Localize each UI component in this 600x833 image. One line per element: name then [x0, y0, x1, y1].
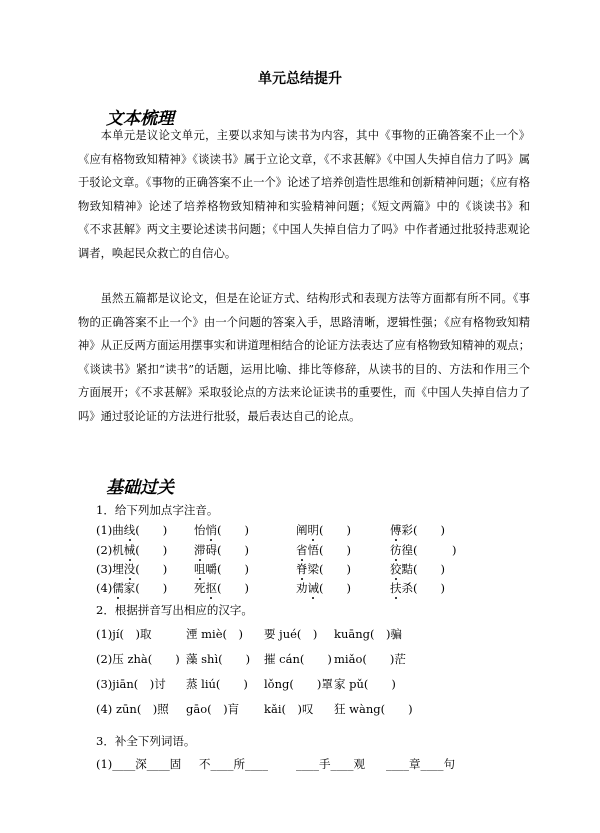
idiom-blank-4[interactable]: ____章____句	[386, 757, 455, 771]
dotted-character: 扶	[390, 581, 402, 595]
hanzi-item[interactable]: 要 jué( )	[264, 627, 318, 641]
pinyin-item-suffix: 嚼( )	[205, 562, 249, 576]
pinyin-item-suffix: ( )	[217, 523, 249, 537]
hanzi-item[interactable]: 藻 shì( )	[186, 652, 251, 666]
pinyin-item-suffix: ( )	[217, 581, 249, 595]
dotted-character: 彷	[390, 543, 402, 557]
pinyin-item-prefix: 怡	[194, 523, 206, 537]
pinyin-item-prefix: 死	[194, 581, 206, 595]
hanzi-item[interactable]: (2)压 zhà( )	[96, 652, 180, 666]
hanzi-item[interactable]: 摧 cán( )	[264, 652, 332, 666]
pinyin-item[interactable]	[194, 522, 249, 538]
pinyin-item-suffix: 黠( )	[401, 562, 445, 576]
dotted-character: 滞	[194, 543, 206, 557]
hanzi-item[interactable]: 湮 miè( )	[186, 627, 244, 641]
dotted-character: 诫	[307, 581, 319, 595]
dotted-character: 傅	[390, 523, 402, 537]
pinyin-item[interactable]	[296, 542, 351, 558]
hanzi-item[interactable]: kuāng( )骗	[334, 627, 402, 641]
idiom-blank-2[interactable]: 不____所____	[199, 757, 268, 771]
pinyin-item-suffix: ( )	[135, 523, 168, 537]
pinyin-item-suffix: 碍( )	[205, 543, 249, 557]
pinyin-item[interactable]	[194, 561, 249, 577]
pinyin-item-suffix: 杀( )	[401, 581, 445, 595]
question-2-title: 2．根据拼音写出相应的汉字。	[96, 603, 253, 617]
pinyin-item-prefix: (4)	[96, 581, 113, 595]
pinyin-item[interactable]	[296, 561, 351, 577]
pinyin-item[interactable]	[96, 580, 167, 596]
pinyin-item[interactable]	[390, 542, 456, 558]
pinyin-item-suffix: 徨( )	[401, 543, 457, 557]
dotted-character: 悄	[205, 523, 217, 537]
pinyin-item-suffix: 梁( )	[307, 562, 351, 576]
pinyin-item[interactable]	[296, 522, 351, 538]
hanzi-item[interactable]: 蒸 liú( )	[186, 677, 248, 691]
pinyin-item[interactable]	[96, 522, 167, 538]
pinyin-item-prefix: (2)机	[96, 543, 124, 557]
dotted-character: 省	[296, 543, 308, 557]
question-1-title: 1．给下列加点字注音。	[96, 503, 219, 517]
dotted-character: 线	[123, 523, 136, 537]
pinyin-item-suffix: 悟( )	[307, 543, 351, 557]
pinyin-item[interactable]	[390, 522, 445, 538]
pinyin-item[interactable]	[96, 561, 167, 577]
pinyin-item-suffix: ( )	[319, 523, 351, 537]
question-3-title: 3．补全下列词语。	[96, 734, 196, 748]
pinyin-item-prefix: (1)曲	[96, 523, 124, 537]
section-heading-text-review: 文本梳理	[106, 109, 174, 129]
idiom-blank-3[interactable]: ____手____观	[296, 757, 365, 771]
hanzi-item[interactable]: (3)jiān( )讨	[96, 677, 166, 691]
hanzi-item[interactable]: 家 pǔ( )	[334, 677, 396, 691]
dotted-character: 没	[123, 562, 136, 576]
pinyin-item-suffix: 彩( )	[401, 523, 445, 537]
hanzi-item[interactable]: lǒng( )罩	[264, 677, 333, 691]
hanzi-item[interactable]: (1)jí( )取	[96, 627, 152, 641]
pinyin-item-prefix: 劝	[296, 581, 308, 595]
section-heading-basics: 基础过关	[106, 478, 174, 498]
pinyin-item-prefix: (3)埋	[96, 562, 124, 576]
dotted-character: 抠	[205, 581, 217, 595]
paragraph-summary-1: 本单元是议论文单元，主要以求知与读书为内容，其中《事物的正确答案不止一个》《应有格物致知精神》《谈读书》属于立论文章，《不求甚解》《中国人失掉自信力了吗》属于驳论文章。《事物的正确答案不止一个》论述了培养创造性思维和创新精神问题；《应有格物致知精神》论述了培养格物致知精神和实验精神问题；《短文两篇》中的《谈读书》和《不求甚解》两文主要论述读书问题；《中国人失掉自信力了吗》中作者通过批驳持悲观论调者，唤起民众救亡的自信心。	[78, 129, 530, 260]
idiom-blank-1[interactable]: (1)____深____固	[96, 757, 182, 771]
hanzi-item[interactable]: 狂 wàng( )	[334, 702, 413, 716]
dotted-character: 械	[123, 543, 136, 557]
pinyin-item[interactable]	[194, 580, 249, 596]
dotted-character: 脊	[296, 562, 308, 576]
pinyin-item-suffix: ( )	[135, 562, 168, 576]
pinyin-item-prefix: 阐	[296, 523, 308, 537]
pinyin-item[interactable]	[296, 580, 351, 596]
pinyin-item[interactable]	[390, 580, 445, 596]
dotted-character: 咀	[194, 562, 206, 576]
pinyin-item[interactable]	[194, 542, 249, 558]
hanzi-item[interactable]: (4) zūn( )照	[96, 702, 169, 716]
dotted-character: 明	[307, 523, 319, 537]
pinyin-item[interactable]	[390, 561, 445, 577]
page-title: 单元总结提升	[258, 71, 342, 87]
pinyin-item[interactable]	[96, 542, 167, 558]
dotted-character: 狡	[390, 562, 402, 576]
pinyin-item-suffix: ( )	[319, 581, 351, 595]
pinyin-item-suffix: ( )	[135, 543, 168, 557]
pinyin-item-suffix: 家( )	[123, 581, 168, 595]
dotted-character: 儒	[112, 581, 124, 595]
hanzi-item[interactable]: gāo( )肓	[186, 702, 240, 716]
paragraph-summary-2: 虽然五篇都是议论文，但是在论证方式、结构形式和表现方法等方面都有所不同。《事物的正确答案不止一个》由一个问题的答案入手，思路清晰，逻辑性强；《应有格物致知精神》从正反两方面运用摆事实和讲道理相结合的论证方法表达了应有格物致知精神的观点；《谈读书》紧扣“读书”的话题，运用比喻、排比等修辞，从读书的目的、方法和作用三个方面展开；《不求甚解》采取驳论点的方法来论证读书的重要性，而《中国人失掉自信力了吗》通过驳论证的方法进行批驳，最后表达自己的论点。	[78, 292, 530, 423]
hanzi-item[interactable]: miǎo( )茫	[334, 652, 406, 666]
hanzi-item[interactable]: kǎi( )叹	[264, 702, 314, 716]
